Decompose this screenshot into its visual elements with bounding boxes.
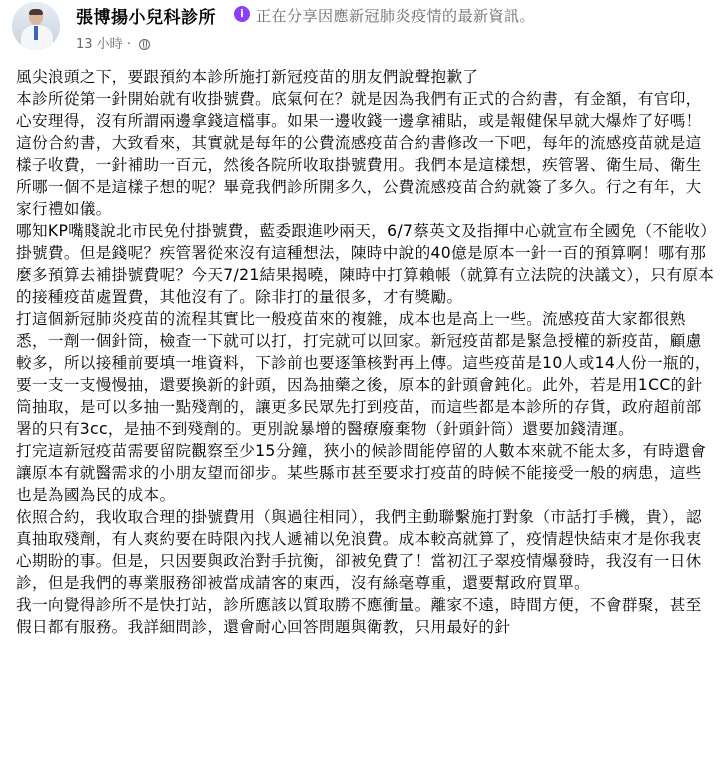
post-paragraph: 本診所從第一針開始就有收掛號費。底氣何在？就是因為我們有正式的合約書，有金額，有官印，心安理得，沒有所謂兩邊拿錢這檔事。如果一邊收錢一邊拿補貼，或是報健保早就大爆炸了好嗎！: [16, 90, 702, 130]
post-paragraph: 這份合約書，大致看來，其實就是每年的公費流感疫苗合約書修改一下吧，每年的流感疫苗就是這樣子收費，一針補助一百元，然後各院所收取掛號費用。我們本是這樣想，疾管署、衛生局、衛生所哪一個不是這樣子想的呢？畢竟我們診所開多久，公費流感疫苗合約就簽了多久。行之有年，大家行禮如儀。: [16, 134, 702, 218]
post-paragraph: 依照合約，我收取合理的掛號費用（與過往相同），我們主動聯繫施打對象（市話打手機，貴），認真抽取殘劑，有人爽約要在時限內找人遞補以免浪費。成本較高就算了，疫情趕快結束才是你我衷心期盼的事。但是，只因要與政治對手抗衡，卻被免費了！當初江子翠疫情爆發時，我沒有一日休診，但是我們的專業服務卻被當成請客的東西，沒有絲毫尊重，還要幫政府買單。: [16, 508, 702, 592]
post-meta: [76, 33, 150, 52]
sharing-status-text: 正在分享因應新冠肺炎疫情的最新資訊。: [256, 7, 536, 25]
post-paragraph: 哪知KP嘴賤說北市民免付掛號費，藍委跟進吵兩天，6/7蔡英文及指揮中心就宣布全國免（不能收）掛號費。但是錢呢？疾管署從來沒有這種想法，陳時中說的40億是原本一針一百的預算啊！哪有那麼多預算去補掛號費呢？今天7/21結果揭曉，陳時中打算賴帳（就算有立法院的決議文），只有原本的接種疫苗處置費，其他沒有了。除非打的量很多，才有獎勵。: [16, 222, 715, 306]
post-paragraph: 打完這新冠疫苗需要留院觀察至少15分鐘，狹小的候診間能停留的人數本來就不能太多，有時還會讓原本有就醫需求的小朋友望而卻步。某些縣市甚至要求打疫苗的時候不能接受一般的病患，這些也是為國為民的成本。: [16, 442, 707, 504]
page-avatar[interactable]: [12, 2, 60, 50]
post-timestamp[interactable]: 13 小時: [76, 37, 123, 52]
page-name[interactable]: 張博揚小兒科診所: [76, 8, 216, 28]
meta-separator: ·: [126, 37, 131, 52]
post-header: [0, 0, 723, 62]
post-body: [16, 66, 716, 638]
globe-icon[interactable]: [139, 39, 150, 50]
post-paragraph: 風尖浪頭之下，要跟預約本診所施打新冠疫苗的朋友們說聲抱歉了: [16, 68, 479, 86]
post-paragraph: 我一向覺得診所不是快打站，診所應該以質取勝不應衝量。離家不遠，時間方便，不會群聚，甚至假日都有服務。我詳細問診，還會耐心回答問題與衛教，只用最好的針: [16, 596, 702, 636]
post-paragraph: 打這個新冠肺炎疫苗的流程其實比一般疫苗來的複雜，成本也是高上一些。流感疫苗大家都很熟悉，一劑一個針筒，檢查一下就可以打，打完就可以回家。新冠疫苗都是緊急授權的新疫苗，顧慮較多，所以接種前要填一堆資料，下診前也要逐筆核對再上傳。這些疫苗是10人或14人份一瓶的，要一支一支慢慢抽，還要換新的針頭，因為抽藥之後，原本的針頭會鈍化。此外，若是用1CC的針筒抽取，是可以多抽一點殘劑的，讓更多民眾先打到疫苗，而這些都是本診所的存貨，政府超前部署的只有3cc，是抽不到殘劑的。更別說暴增的醫療廢棄物（針頭針筒）還要加錢清運。: [16, 310, 711, 438]
verified-badge-icon: i: [234, 6, 250, 22]
